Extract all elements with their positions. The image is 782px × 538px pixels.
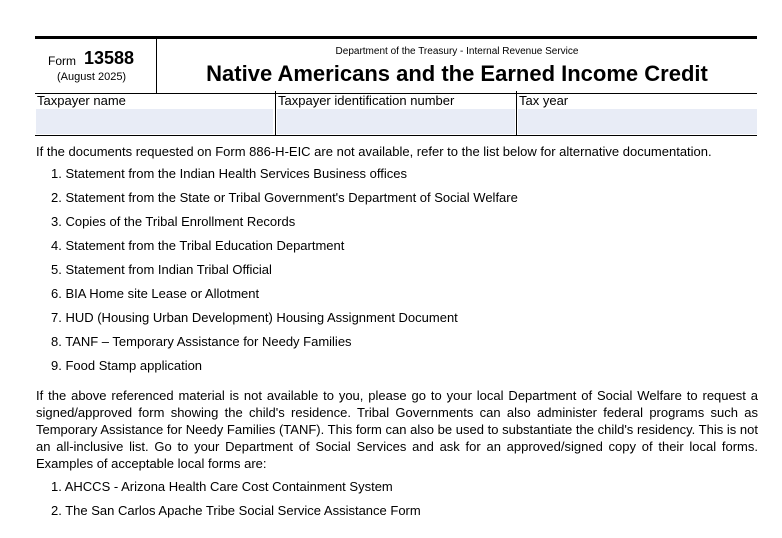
list-item: 1. AHCCS - Arizona Health Care Cost Containment System [51, 479, 393, 494]
list-item: 3. Copies of the Tribal Enrollment Records [51, 214, 296, 229]
tax-year-cell [516, 91, 758, 135]
list-item: 7. HUD (Housing Urban Development) Housing Assignment Document [51, 310, 458, 325]
taxpayer-id-input[interactable] [277, 109, 515, 134]
list-item: 6. BIA Home site Lease or Allotment [51, 286, 260, 301]
taxpayer-name-label: Taxpayer name [37, 93, 126, 108]
list-item: 2. Statement from the State or Tribal Government's Department of Social Welfare [51, 190, 518, 205]
taxpayer-fields-row [35, 91, 757, 136]
list-item: 2. The San Carlos Apache Tribe Social Service Assistance Form [51, 503, 421, 518]
tax-year-label: Tax year [519, 93, 569, 108]
form-number: 13588 [84, 48, 135, 68]
intro-text: If the documents requested on Form 886-H-EIC are not available, refer to the list below for alternative documentation. [36, 144, 712, 159]
taxpayer-id-label: Taxpayer identification number [278, 93, 455, 108]
taxpayer-name-input[interactable] [36, 109, 273, 134]
list-item: 8. TANF – Temporary Assistance for Needy Families [51, 334, 352, 349]
alternative-documents-list [51, 166, 518, 382]
instructions-paragraph: If the above referenced material is not available to you, please go to your local Department of Social Welfare to request a signed/approved form showing the child's residence. Tribal Governments can also administer federal programs such as Temporary Assistance for Needy Families (TANF). This form can also be used to substantiate the child's residency. This is not an all-inclusive list. Go to your Department of Social Services and ask for an approved/signed copy of their local forms. Examples of acceptable local forms are: [36, 388, 758, 471]
taxpayer-id-cell [275, 91, 516, 135]
list-item: 9. Food Stamp application [51, 358, 203, 373]
taxpayer-name-cell [35, 91, 274, 135]
list-item: 4. Statement from the Tribal Education Department [51, 238, 345, 253]
list-item: 1. Statement from the Indian Health Services Business offices [51, 166, 407, 181]
form-word: Form [48, 54, 76, 68]
form-title: Native Americans and the Earned Income Credit [206, 61, 708, 86]
form-id-box [35, 39, 157, 93]
form-header [35, 36, 757, 94]
department-line: Department of the Treasury - Internal Revenue Service [335, 46, 579, 57]
local-forms-list [51, 479, 421, 527]
form-date: (August 2025) [57, 71, 127, 83]
list-item: 5. Statement from Indian Tribal Official [51, 262, 272, 277]
tax-year-input[interactable] [518, 109, 757, 134]
